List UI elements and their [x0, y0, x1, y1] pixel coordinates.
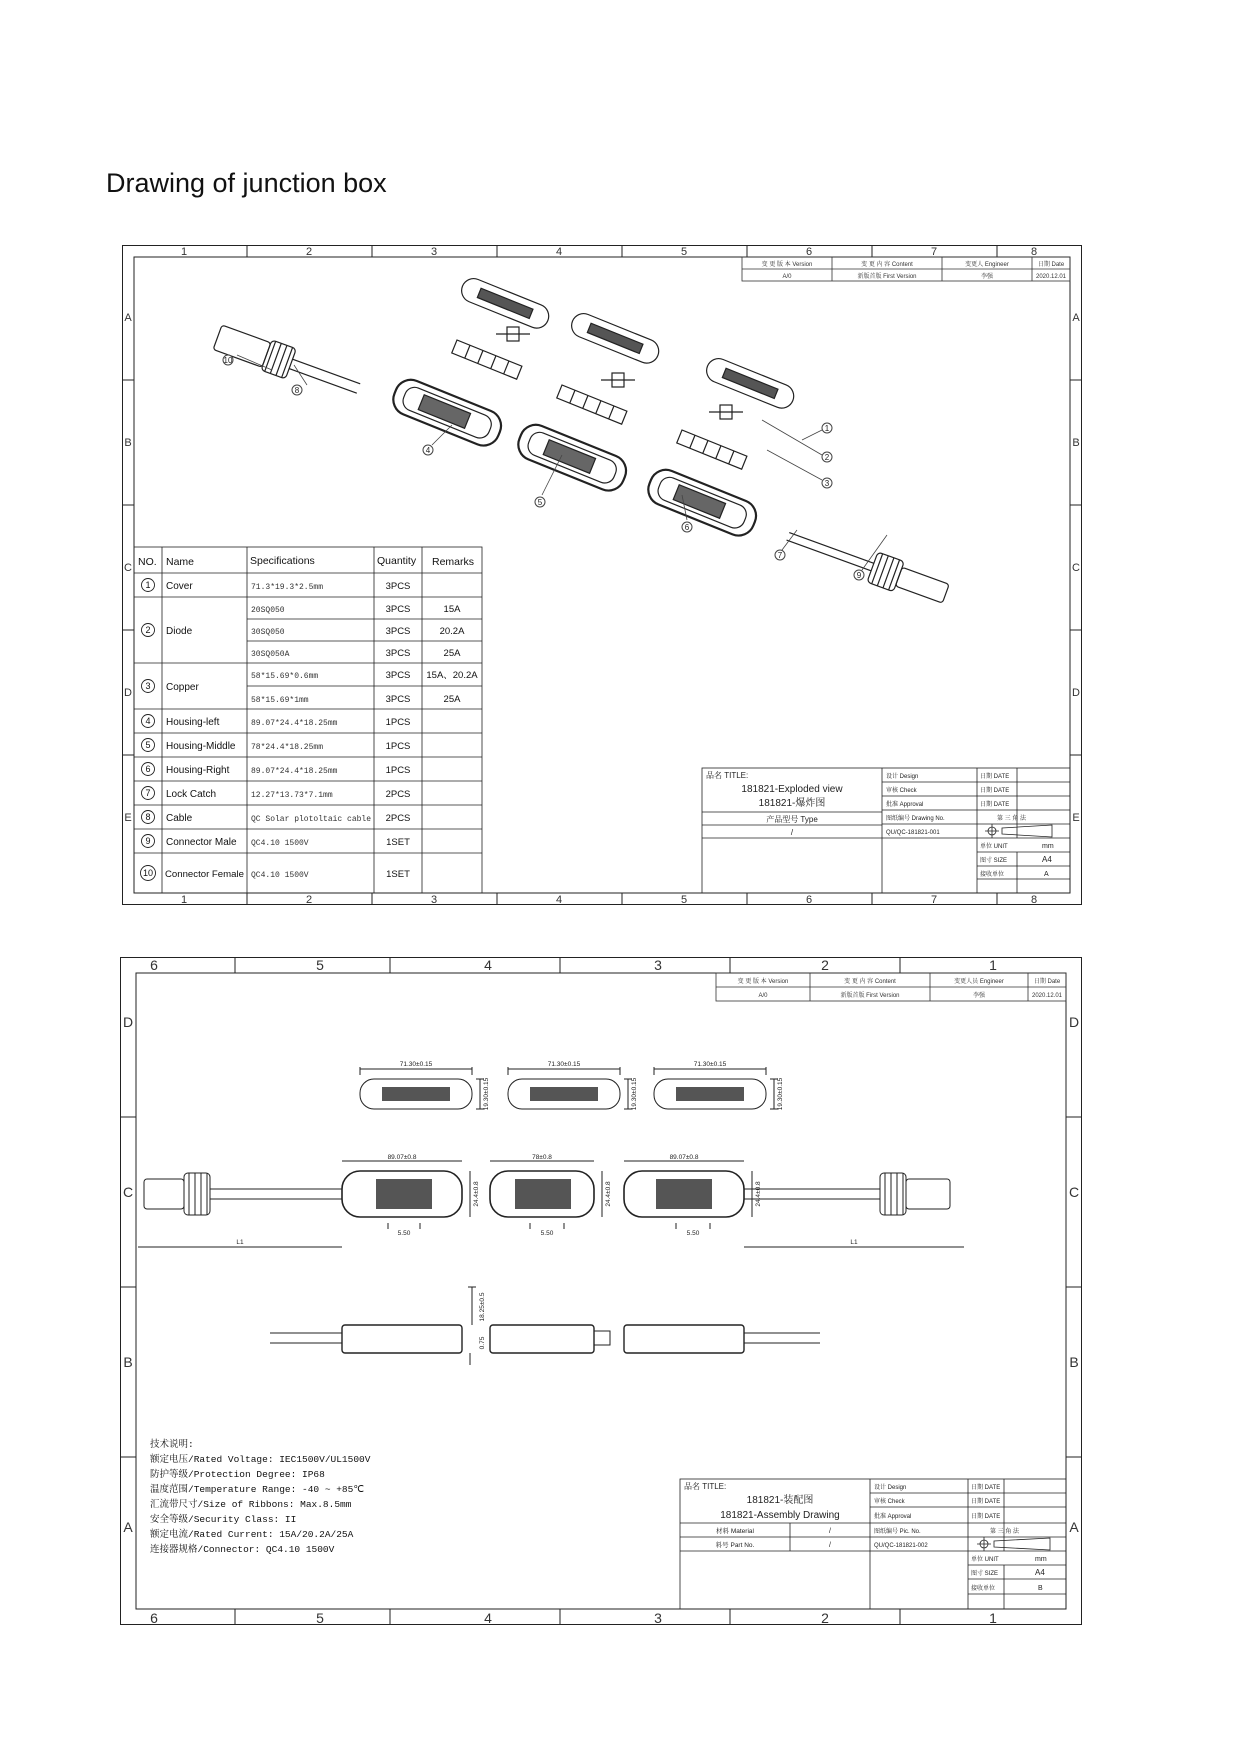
- bom-spec: 89.07*24.4*18.25mm: [251, 767, 338, 776]
- zone-label: A: [1069, 1519, 1079, 1535]
- bom-no: 4: [145, 716, 151, 726]
- zone-label: 5: [316, 957, 324, 973]
- rev-value: A: [1044, 871, 1049, 878]
- zone-label: 3: [430, 246, 438, 258]
- zone-label: 1: [989, 957, 997, 973]
- bom-name: Connector Male: [166, 837, 237, 848]
- dim-height: 18.25±0.5: [479, 1292, 486, 1322]
- drawing-title: 181821-Exploded view: [741, 784, 843, 795]
- sheet1-outer-border: [123, 246, 1082, 905]
- material-value: /: [829, 1528, 831, 1535]
- date-label: 日期 DATE: [980, 802, 1010, 808]
- dim-housing-right-width: 89.07±0.8: [669, 1154, 699, 1161]
- bom-spec: QC4.10 1500V: [251, 839, 309, 848]
- rev-value: B: [1038, 1585, 1043, 1592]
- unit-value: mm: [1035, 1556, 1047, 1563]
- zone-label: A: [1072, 312, 1080, 324]
- drawing-title-cn: 181821-装配图: [746, 1495, 814, 1506]
- revision-header: 变 更 内 容 Content: [844, 979, 896, 985]
- zone-label: 2: [305, 894, 313, 905]
- zone-label: 3: [430, 894, 438, 905]
- check-label: 审核 Check: [886, 788, 917, 794]
- bom-name: Housing-left: [166, 717, 220, 728]
- bom-no: 3: [145, 681, 151, 691]
- balloon-4: 4: [425, 446, 431, 455]
- note-line: 额定电压/Rated Voltage: IEC1500V/UL1500V: [150, 1454, 371, 1465]
- bom-name: Copper: [166, 682, 199, 693]
- title-label: 品名 TITLE:: [706, 771, 749, 780]
- zone-label: 4: [484, 1610, 492, 1625]
- copper-part: [677, 430, 747, 469]
- zone-label: 1: [180, 894, 188, 905]
- zone-label: D: [124, 687, 132, 699]
- dim-housing-middle-width: 78±0.8: [532, 1154, 552, 1161]
- bom-header: Remarks: [432, 556, 475, 568]
- sheet2-title-block: [680, 1479, 1066, 1609]
- bom-qty: 1PCS: [385, 741, 411, 752]
- pic-no-label: 图纸编号 Pic. No.: [874, 1529, 921, 1535]
- exploded-parts: [212, 275, 951, 609]
- zone-label: 2: [821, 1610, 829, 1625]
- bom-remark: 15A、20.2A: [426, 670, 478, 681]
- cover-top-views: [360, 1067, 778, 1109]
- copper-part: [452, 340, 522, 379]
- bom-no: 6: [145, 764, 151, 774]
- zone-label: 4: [555, 894, 563, 905]
- bom-no: 10: [142, 868, 154, 878]
- bom-header: NO.: [138, 556, 157, 568]
- size-value: A4: [1035, 1568, 1045, 1577]
- bom-qty: 3PCS: [385, 604, 411, 615]
- bom-remark: 25A: [443, 694, 461, 705]
- bom-qty: 2PCS: [385, 789, 411, 800]
- zone-label: 3: [654, 957, 662, 973]
- revision-header: 变更人 Engineer: [965, 262, 1009, 268]
- bom-name: Diode: [166, 626, 193, 637]
- check-label: 审核 Check: [874, 1499, 905, 1505]
- drawing-title: 181821-Assembly Drawing: [720, 1510, 840, 1521]
- bom-spec: 30SQ050A: [251, 650, 290, 659]
- technical-notes: [150, 1438, 371, 1555]
- design-label: 设计 Design: [874, 1485, 907, 1491]
- unit-label: 单位 UNIT: [980, 844, 1008, 850]
- bom-qty: 1SET: [386, 837, 410, 848]
- bom-qty: 1PCS: [385, 765, 411, 776]
- page-heading: Drawing of junction box: [106, 168, 387, 198]
- cover-part-left: [458, 275, 552, 332]
- bom-name: Cable: [166, 813, 193, 824]
- assembly-side-view: [270, 1287, 820, 1365]
- zone-label: 4: [484, 957, 492, 973]
- zone-label: E: [124, 812, 132, 824]
- drawing-no: QU/QC-181821-001: [886, 830, 940, 836]
- bom-qty: 3PCS: [385, 648, 411, 659]
- balloon-10: 10: [223, 356, 233, 365]
- dim-pitch: 5.50: [397, 1230, 411, 1237]
- zone-label: B: [124, 437, 132, 449]
- dim-cover-width: 71.30±0.15: [693, 1061, 727, 1068]
- revision-header: 变 更 版 本 Version: [737, 979, 789, 985]
- zone-label: C: [122, 1184, 134, 1200]
- revision-cell: 新版首版 First Version: [857, 274, 917, 280]
- bom-header: Quantity: [377, 555, 417, 567]
- bom-remark: 15A: [443, 604, 461, 615]
- bom-name: Housing-Middle: [166, 741, 236, 752]
- revision-header: 日期 Date: [1033, 979, 1061, 985]
- zone-label: D: [1072, 687, 1080, 699]
- zone-label: A: [123, 1519, 133, 1535]
- housing-middle-part: [514, 420, 631, 495]
- bom-no: 5: [145, 740, 151, 750]
- bom-no: 7: [145, 788, 151, 798]
- zone-label: B: [1072, 437, 1080, 449]
- zone-label: D: [122, 1014, 134, 1030]
- zone-label: 1: [180, 246, 188, 258]
- sheet1-title-block: [702, 768, 1070, 893]
- assembly-drawing: [120, 957, 1082, 1625]
- revision-header: 变 更 内 容 Content: [861, 262, 913, 268]
- dim-body-height: 24.4±0.8: [605, 1181, 612, 1207]
- projection-label: 第 三 角 法: [990, 1529, 1020, 1535]
- bom-table: [134, 547, 482, 893]
- zone-label: 6: [150, 957, 158, 973]
- bom-spec: 58*15.69*0.6mm: [251, 672, 319, 681]
- note-line: 温度范围/Temperature Range: -40 ~ +85℃: [150, 1484, 364, 1495]
- title-label: 品名 TITLE:: [684, 1482, 727, 1491]
- rev-label: 接收单位: [971, 1586, 996, 1592]
- zone-label: B: [1069, 1354, 1079, 1370]
- unit-value: mm: [1042, 843, 1054, 850]
- zone-label: 7: [930, 246, 938, 258]
- revision-cell: A/0: [758, 993, 768, 999]
- bom-header: Specifications: [250, 555, 315, 567]
- dim-cover-height: 19.30±0.15: [777, 1077, 784, 1111]
- bom-name: Connector Female: [165, 869, 244, 880]
- balloon-1: 1: [824, 424, 830, 433]
- housing-right-part: [644, 465, 761, 540]
- note-line: 连接器规格/Connector: QC4.10 1500V: [150, 1544, 335, 1555]
- note-line: 防护等级/Protection Degree: IP68: [150, 1469, 325, 1480]
- drawing-no-label: 图纸编号 Drawing No.: [886, 816, 945, 822]
- dim-lid: 0.75: [479, 1336, 486, 1350]
- dim-cable-length: L1: [850, 1239, 858, 1246]
- bom-remark: 25A: [443, 648, 461, 659]
- sheet1-revision-table: [742, 257, 1070, 281]
- dim-body-height: 24.4±0.8: [473, 1181, 480, 1207]
- bom-name: Lock Catch: [166, 789, 217, 800]
- bom-spec: 58*15.69*1mm: [251, 696, 309, 705]
- part-value: /: [829, 1542, 831, 1549]
- rev-label: 接收单位: [980, 872, 1005, 878]
- design-label: 设计 Design: [886, 774, 919, 780]
- date-label: 日期 DATE: [971, 1485, 1001, 1491]
- part-label: 料号 Part No.: [715, 1542, 755, 1549]
- bom-qty: 3PCS: [385, 670, 411, 681]
- bom-spec: 30SQ050: [251, 628, 285, 637]
- bom-qty: 3PCS: [385, 581, 411, 592]
- zone-label: A: [124, 312, 132, 324]
- bom-name: Housing-Right: [166, 765, 230, 776]
- exploded-view-sheet: [122, 245, 1082, 905]
- revision-cell: A/0: [782, 274, 792, 280]
- revision-cell: 李强: [972, 993, 986, 999]
- bom-spec: 89.07*24.4*18.25mm: [251, 719, 338, 728]
- bom-spec: 20SQ050: [251, 606, 285, 615]
- dim-cable-length: L1: [236, 1239, 244, 1246]
- bom-no: 9: [145, 836, 151, 846]
- pic-no: QU/QC-181821-002: [874, 1543, 928, 1549]
- cover-part-right: [703, 355, 797, 412]
- projection-label: 第 三 角 法: [997, 816, 1027, 822]
- zone-label: 2: [305, 246, 313, 258]
- bom-qty: 1PCS: [385, 717, 411, 728]
- drawing-title-cn: 181821-爆炸图: [758, 798, 826, 809]
- zone-label: 6: [805, 246, 813, 258]
- balloon-7: 7: [777, 551, 783, 560]
- bom-header: Name: [166, 556, 195, 568]
- note-line: 技术说明:: [150, 1439, 194, 1450]
- zone-label: 7: [930, 894, 938, 905]
- zone-label: 5: [680, 894, 688, 905]
- date-label: 日期 DATE: [971, 1499, 1001, 1505]
- zone-label: 5: [316, 1610, 324, 1625]
- zone-label: D: [1068, 1014, 1080, 1030]
- dim-housing-left-width: 89.07±0.8: [387, 1154, 417, 1161]
- balloon-5: 5: [537, 498, 543, 507]
- revision-cell: 2020.12.01: [1035, 274, 1067, 280]
- approval-label: 批准 Approval: [874, 1514, 912, 1520]
- sheet2-revision-table: [716, 973, 1066, 1001]
- copper-part: [557, 385, 627, 424]
- unit-label: 单位 UNIT: [971, 1557, 999, 1563]
- connector-female-part: [212, 322, 364, 403]
- zone-label: 1: [989, 1610, 997, 1625]
- dim-cover-width: 71.30±0.15: [399, 1061, 433, 1068]
- bom-qty: 1SET: [386, 869, 410, 880]
- connector-male-part: [782, 521, 951, 609]
- size-label: 图寸 SIZE: [980, 858, 1008, 864]
- balloon-2: 2: [824, 453, 830, 462]
- bom-qty: 3PCS: [385, 626, 411, 637]
- bom-spec: 78*24.4*18.25mm: [251, 743, 324, 752]
- dim-cover-height: 19.30±0.15: [631, 1077, 638, 1111]
- bom-no: 2: [145, 625, 151, 635]
- zone-label: 4: [555, 246, 563, 258]
- bom-remark: 20.2A: [439, 626, 465, 637]
- bom-spec: QC4.10 1500V: [251, 871, 309, 880]
- note-line: 额定电流/Rated Current: 15A/20.2A/25A: [150, 1529, 354, 1540]
- material-label: 材料 Material: [716, 1528, 754, 1535]
- date-label: 日期 DATE: [980, 774, 1010, 780]
- revision-cell: 新版首版 First Version: [840, 993, 900, 999]
- size-value: A4: [1042, 855, 1052, 864]
- revision-cell: 2020.12.01: [1031, 993, 1063, 999]
- note-line: 安全等级/Security Class: II: [150, 1514, 297, 1525]
- bom-spec: 12.27*13.73*7.1mm: [251, 791, 333, 800]
- zone-label: 2: [821, 957, 829, 973]
- zone-label: B: [123, 1354, 133, 1370]
- bom-spec: 71.3*19.3*2.5mm: [251, 583, 324, 592]
- housing-left-part: [389, 375, 506, 450]
- zone-label: 6: [150, 1610, 158, 1625]
- balloon-6: 6: [684, 523, 690, 532]
- date-label: 日期 DATE: [980, 788, 1010, 794]
- zone-label: 5: [680, 246, 688, 258]
- revision-cell: 李强: [980, 274, 994, 280]
- balloon-8: 8: [294, 386, 300, 395]
- size-label: 图寸 SIZE: [971, 1571, 999, 1577]
- bom-qty: 3PCS: [385, 694, 411, 705]
- exploded-view-drawing: [122, 245, 1082, 905]
- approval-label: 批准 Approval: [886, 802, 924, 808]
- revision-header: 日期 Date: [1037, 262, 1065, 268]
- balloon-9: 9: [856, 571, 862, 580]
- zone-label: C: [124, 562, 132, 574]
- zone-label: 8: [1030, 246, 1038, 258]
- revision-header: 变 更 版 本 Version: [761, 262, 813, 268]
- zone-label: C: [1072, 562, 1080, 574]
- projection-symbol-icon: [985, 824, 1052, 838]
- zone-label: 3: [654, 1610, 662, 1625]
- assembly-drawing-sheet: [120, 957, 1082, 1625]
- dim-cover-height: 19.30±0.15: [483, 1077, 490, 1111]
- date-label: 日期 DATE: [971, 1514, 1001, 1520]
- dim-pitch: 5.50: [686, 1230, 700, 1237]
- note-line: 汇流带尺寸/Size of Ribbons: Max.8.5mm: [150, 1499, 352, 1510]
- dim-body-height: 24.4±0.8: [755, 1181, 762, 1207]
- zone-label: E: [1072, 812, 1080, 824]
- bom-qty: 2PCS: [385, 813, 411, 824]
- bom-name: Cover: [166, 581, 193, 592]
- zone-label: 6: [805, 894, 813, 905]
- bom-no: 1: [145, 580, 151, 590]
- balloon-3: 3: [824, 479, 830, 488]
- revision-header: 变更人员 Engineer: [954, 979, 1004, 985]
- zone-label: C: [1068, 1184, 1080, 1200]
- projection-symbol-icon: [977, 1537, 1050, 1551]
- bom-no: 8: [145, 812, 151, 822]
- dim-pitch: 5.50: [540, 1230, 554, 1237]
- type-value: /: [790, 828, 794, 837]
- bom-spec: QC Solar plotoltaic cable: [251, 815, 372, 824]
- zone-label: 8: [1030, 894, 1038, 905]
- type-label: 产品型号 Type: [766, 815, 818, 824]
- cover-part-middle: [568, 310, 662, 367]
- dim-cover-width: 71.30±0.15: [547, 1061, 581, 1068]
